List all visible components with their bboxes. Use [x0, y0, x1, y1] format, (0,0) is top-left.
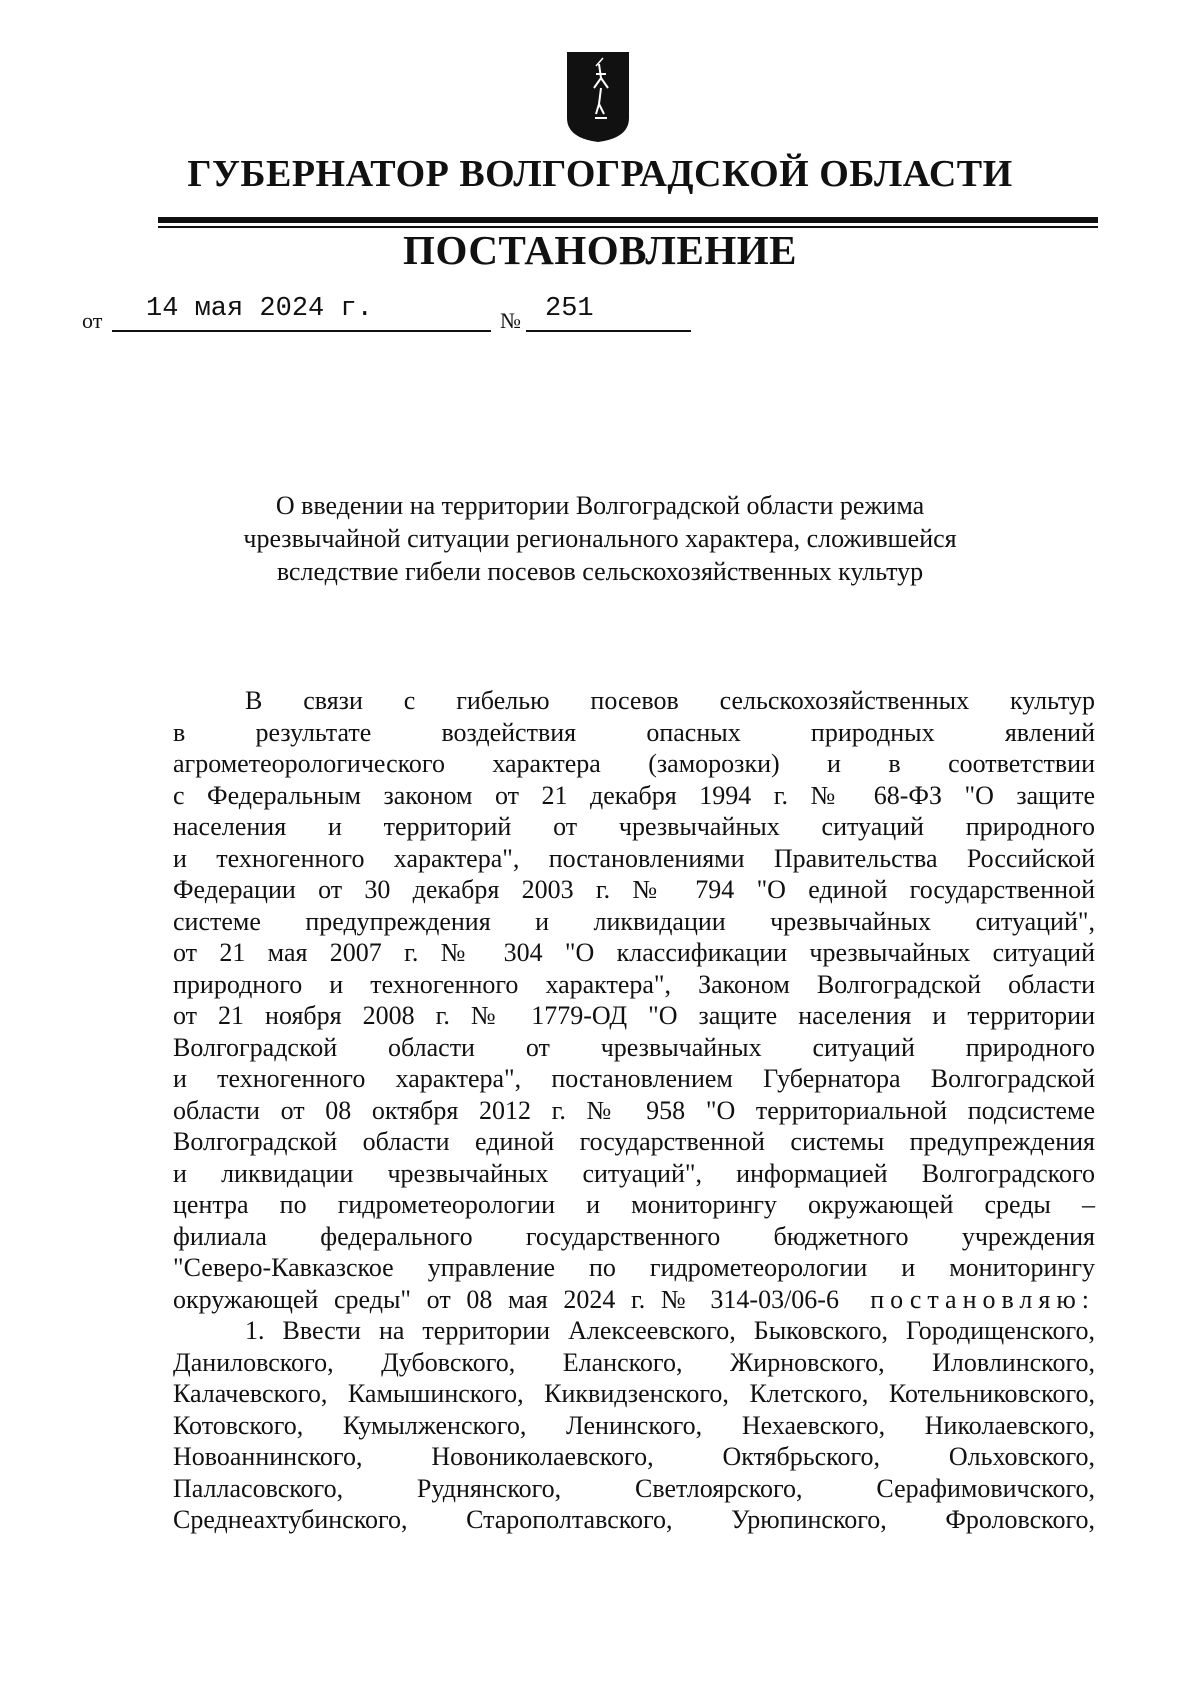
body-line: области от 08 октября 2012 г. № 958 "О территориальной подсистеме — [173, 1095, 1095, 1125]
document-subject — [150, 489, 1050, 588]
date-value: 14 мая 2024 г. — [146, 294, 373, 324]
body-line: центра по гидрометеорологии и мониторингу окружающей среды – — [173, 1190, 1095, 1219]
date-label: от — [82, 308, 103, 333]
item-1-line: 1. Ввести на территории Алексеевского, Быковского, Городищенского, — [245, 1316, 1095, 1345]
item-1-line: Палласовского, Руднянского, Светлоярского, Серафимовичского, — [173, 1473, 1095, 1503]
item-1-line: Калачевского, Камышинского, Киквидзенского, Клетского, Котельниковского, — [173, 1379, 1095, 1408]
coat-of-arms-icon — [563, 48, 633, 144]
date-underline — [112, 330, 491, 332]
subject-line: вследствие гибели посевов сельскохозяйственных культур — [276, 557, 924, 586]
document-type: ПОСТАНОВЛЕНИЕ — [403, 227, 797, 273]
body-line: филиала федерального государственного бюджетного учреждения — [173, 1221, 1095, 1251]
header-divider-thick — [158, 217, 1098, 223]
body-line: окружающей среды" от 08 мая 2024 г. № 314-03/06-6 — [173, 1284, 839, 1314]
body-line: Волгоградской области от чрезвычайных ситуаций природного — [173, 1032, 1095, 1062]
body-line: с Федеральным законом от 21 декабря 1994 г. № 68-ФЗ "О защите — [173, 780, 1095, 810]
body-line: природного и техногенного характера", Законом Волгоградской области — [173, 969, 1095, 999]
document-body — [173, 685, 1095, 1536]
body-line: "Северо-Кавказское управление по гидрометеорологии и мониторингу — [173, 1253, 1095, 1282]
body-line: и ликвидации чрезвычайных ситуаций", информацией Волгоградского — [173, 1158, 1095, 1188]
number-label: № — [500, 308, 521, 333]
item-1-line: Среднеахтубинского, Старополтавского, Урюпинского, Фроловского, — [173, 1505, 1095, 1534]
organization-title: ГУБЕРНАТОР ВОЛГОГРАДСКОЙ ОБЛАСТИ — [187, 153, 1013, 195]
body-line: В связи с гибелью посевов сельскохозяйственных культур — [245, 686, 1095, 715]
number-underline — [526, 330, 691, 332]
item-1-line: Котовского, Кумылженского, Ленинского, Нехаевского, Николаевского, — [173, 1410, 1095, 1440]
item-1-line: Даниловского, Дубовского, Еланского, Жирновского, Иловлинского, — [173, 1347, 1095, 1377]
body-line: от 21 мая 2007 г. № 304 "О классификации чрезвычайных ситуаций — [173, 938, 1095, 967]
body-line: Волгоградской области единой государственной системы предупреждения — [173, 1127, 1095, 1156]
number-value: 251 — [545, 294, 594, 324]
body-line: от 21 ноября 2008 г. № 1779-ОД "О защите населения и территории — [173, 1001, 1095, 1030]
decree-word: постановляю: — [870, 1284, 1096, 1314]
item-1-line: Новоаннинского, Новониколаевского, Октябрьского, Ольховского, — [173, 1442, 1095, 1471]
body-line: и техногенного характера", постановлением Губернатора Волгоградской — [173, 1064, 1095, 1093]
body-line: Федерации от 30 декабря 2003 г. № 794 "О единой государственной — [173, 875, 1095, 904]
body-line: в результате воздействия опасных природных явлений — [173, 717, 1095, 747]
body-line: и техногенного характера", постановлениями Правительства Российской — [173, 843, 1095, 873]
subject-line: чрезвычайной ситуации регионального характера, сложившейся — [243, 524, 957, 553]
body-line: системе предупреждения и ликвидации чрезвычайных ситуаций", — [173, 906, 1095, 936]
body-line: населения и территорий от чрезвычайных ситуаций природного — [173, 812, 1095, 841]
body-line-with-decree — [173, 1284, 1095, 1316]
body-line: агрометеорологического характера (заморозки) и в соответствии — [173, 749, 1095, 778]
subject-line: О введении на территории Волгоградской области режима — [275, 491, 925, 520]
